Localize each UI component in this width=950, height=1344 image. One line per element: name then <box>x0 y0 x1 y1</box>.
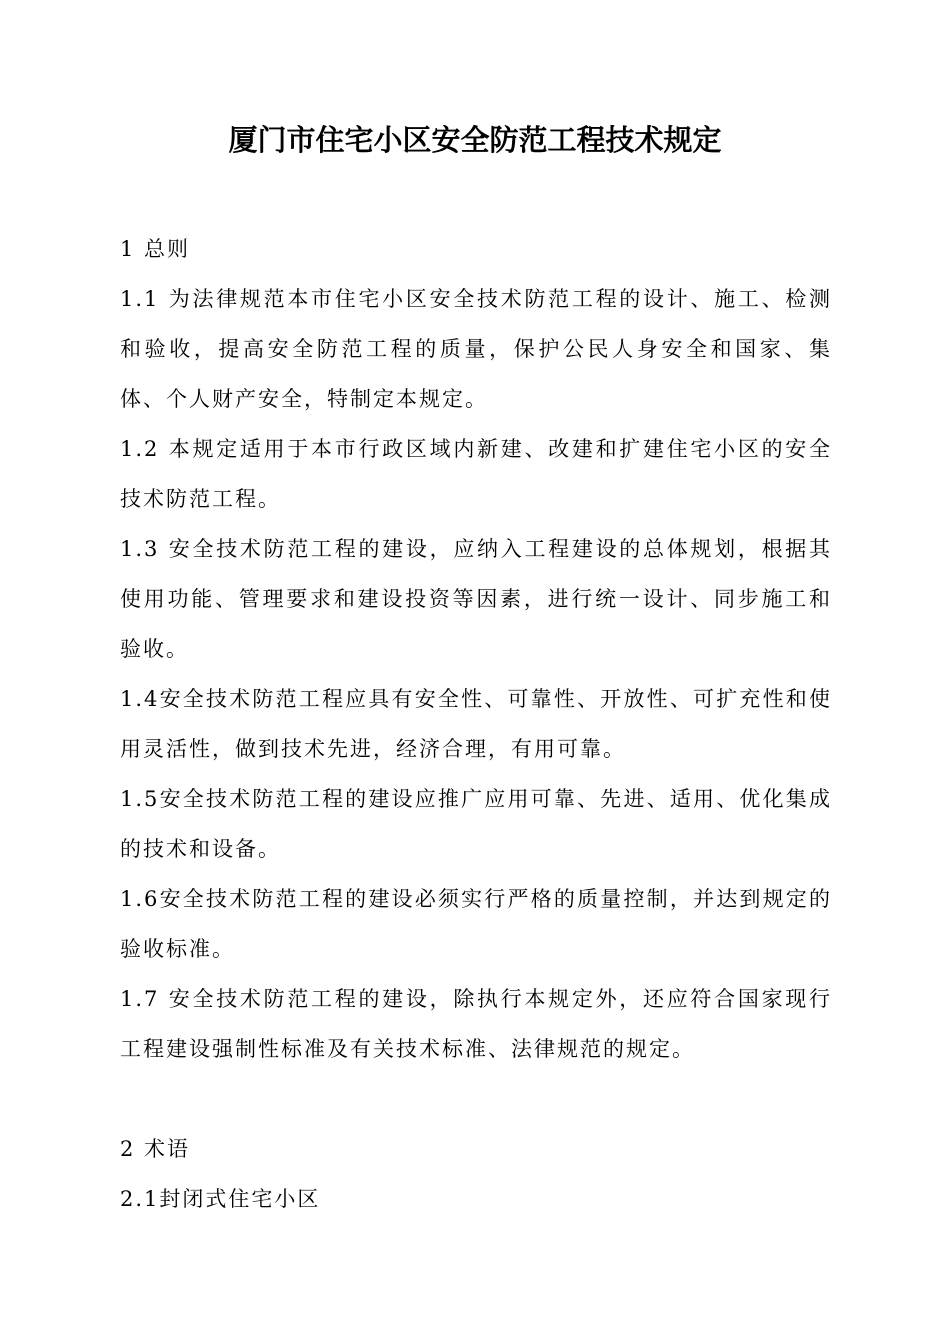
section-heading: 1 总则 <box>120 237 191 261</box>
document-title: 厦门市住宅小区安全防范工程技术规定 <box>228 123 722 157</box>
clause-1-1: 1.1 为法律规范本市住宅小区安全技术防范工程的设计、施工、检测和验收，提高安全防范工程的质量，保护公民人身安全和国家、集体、个人财产安全，特制定本规定。 <box>120 287 832 411</box>
clause-1-4: 1.4安全技术防范工程应具有安全性、可靠性、开放性、可扩充性和使用灵活性，做到技术先进，经济合理，有用可靠。 <box>120 687 832 761</box>
section-spacer <box>120 1074 832 1124</box>
section-general <box>120 224 832 1074</box>
clause-1-6: 1.6安全技术防范工程的建设必须实行严格的质量控制，并达到规定的验收标准。 <box>120 887 832 961</box>
section-heading: 2 术语 <box>120 1137 191 1161</box>
clause-1-5: 1.5安全技术防范工程的建设应推广应用可靠、先进、适用、优化集成的技术和设备。 <box>120 787 832 861</box>
document-body <box>120 224 832 1224</box>
clause-1-3: 1.3 安全技术防范工程的建设，应纳入工程建设的总体规划，根据其使用功能、管理要求和建设投资等因素，进行统一设计、同步施工和验收。 <box>120 537 832 661</box>
clause-1-2: 1.2 本规定适用于本市行政区域内新建、改建和扩建住宅小区的安全技术防范工程。 <box>120 437 832 511</box>
clause-1-7: 1.7 安全技术防范工程的建设，除执行本规定外，还应符合国家现行工程建设强制性标准及有关技术标准、法律规范的规定。 <box>120 987 832 1061</box>
section-terms <box>120 1124 832 1224</box>
clause-2-1: 2.1封闭式住宅小区 <box>120 1187 321 1211</box>
